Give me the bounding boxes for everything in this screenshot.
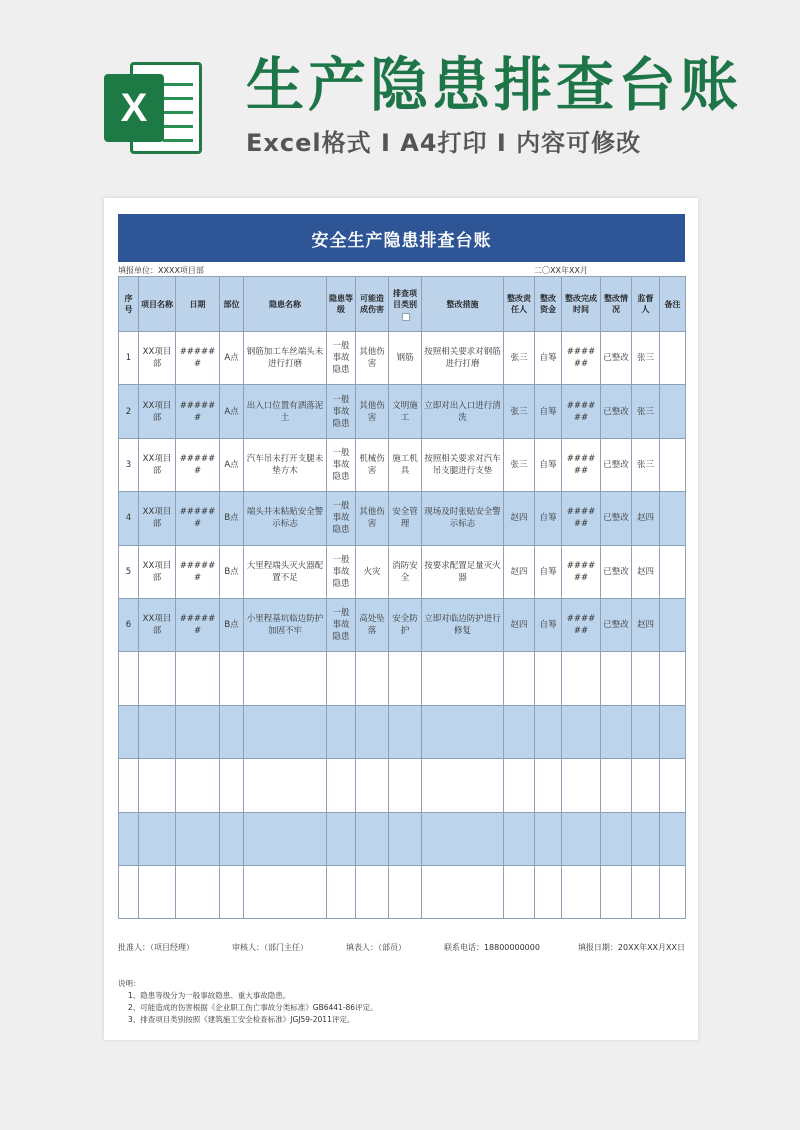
cell-col-project: XX项目部	[139, 438, 176, 491]
cell-col-seq	[119, 865, 139, 918]
cell-col-harm	[356, 812, 389, 865]
cell-col-status: 已整改	[601, 332, 632, 385]
cell-col-fund: 自筹	[535, 598, 562, 651]
cell-col-hazard	[244, 812, 327, 865]
cell-col-location	[220, 705, 244, 758]
document-sheet	[104, 198, 698, 1040]
sheet-banner-title: 安全生产隐患排查台账	[118, 214, 685, 262]
cell-col-level: 一般事故隐患	[327, 492, 356, 545]
cell-col-harm	[356, 865, 389, 918]
table-row	[119, 598, 686, 651]
cell-col-remark	[660, 652, 686, 705]
cell-col-status	[601, 652, 632, 705]
cell-col-owner: 张三	[504, 332, 535, 385]
cell-col-owner	[504, 759, 535, 812]
cell-col-status: 已整改	[601, 385, 632, 438]
header-col-location: 部位	[220, 277, 244, 332]
cell-col-hazard	[244, 865, 327, 918]
cell-col-level	[327, 759, 356, 812]
cell-col-supervisor: 赵四	[632, 545, 660, 598]
cell-col-fund	[535, 652, 562, 705]
cell-col-status	[601, 705, 632, 758]
cell-col-harm: 其他伤害	[356, 332, 389, 385]
reporting-unit: 填报单位：XXXX项目部	[118, 266, 204, 275]
cell-col-date	[176, 705, 220, 758]
cell-col-level	[327, 652, 356, 705]
cell-col-hazard: 钢筋加工车丝端头未进行打磨	[244, 332, 327, 385]
cell-col-status: 已整改	[601, 492, 632, 545]
cell-col-category: 文明施工	[389, 385, 422, 438]
cell-col-project	[139, 652, 176, 705]
excel-logo-icon	[104, 58, 204, 158]
cell-col-level: 一般事故隐患	[327, 438, 356, 491]
cell-col-supervisor	[632, 759, 660, 812]
cell-col-date	[176, 652, 220, 705]
cell-col-harm	[356, 759, 389, 812]
header-col-status: 整改情况	[601, 277, 632, 332]
header-col-supervisor: 监督人	[632, 277, 660, 332]
cell-col-remark	[660, 492, 686, 545]
cell-col-measure: 立即对出入口进行清洗	[422, 385, 504, 438]
cell-col-harm	[356, 705, 389, 758]
cell-col-fund	[535, 705, 562, 758]
cell-col-supervisor	[632, 812, 660, 865]
cell-col-category	[389, 759, 422, 812]
header-col-hazard: 隐患名称	[244, 277, 327, 332]
cell-col-owner	[504, 865, 535, 918]
cell-col-date: ######	[176, 598, 220, 651]
cell-col-seq	[119, 652, 139, 705]
cell-col-done-time: ######	[562, 545, 601, 598]
cell-col-fund: 自筹	[535, 385, 562, 438]
cell-col-seq: 6	[119, 598, 139, 651]
cell-col-remark	[660, 865, 686, 918]
cell-col-seq: 5	[119, 545, 139, 598]
filler-label: 填表人：（部员）	[345, 943, 406, 952]
cell-col-seq	[119, 812, 139, 865]
cell-col-category: 消防安全	[389, 545, 422, 598]
header-col-category: 排查项目类别	[389, 277, 422, 332]
cell-col-category	[389, 705, 422, 758]
cell-col-date	[176, 865, 220, 918]
cell-col-location: A点	[220, 438, 244, 491]
cell-col-location: B点	[220, 492, 244, 545]
cell-col-supervisor: 张三	[632, 332, 660, 385]
note-item: 2、可能造成的伤害根据《企业职工伤亡事故分类标准》GB6441-86评定。	[128, 1003, 378, 1012]
cell-col-owner: 张三	[504, 385, 535, 438]
cell-col-fund: 自筹	[535, 492, 562, 545]
cell-col-done-time: ######	[562, 438, 601, 491]
cell-col-date	[176, 759, 220, 812]
note-item: 1、隐患等级分为一般事故隐患、重大事故隐患。	[128, 991, 291, 1000]
cell-col-project	[139, 865, 176, 918]
cell-col-category: 安全防护	[389, 598, 422, 651]
cell-col-location: A点	[220, 332, 244, 385]
cell-col-location	[220, 759, 244, 812]
cell-col-harm: 其他伤害	[356, 385, 389, 438]
cell-col-supervisor: 赵四	[632, 492, 660, 545]
cell-col-owner: 张三	[504, 438, 535, 491]
cell-col-location	[220, 652, 244, 705]
cell-col-done-time	[562, 865, 601, 918]
cell-col-owner	[504, 652, 535, 705]
empty-table-row	[119, 759, 686, 812]
cell-col-owner: 赵四	[504, 598, 535, 651]
header-col-measure: 整改措施	[422, 277, 504, 332]
cell-col-project	[139, 705, 176, 758]
cell-col-measure	[422, 812, 504, 865]
cell-col-harm: 其他伤害	[356, 492, 389, 545]
cell-col-supervisor	[632, 865, 660, 918]
cell-col-date: ######	[176, 438, 220, 491]
cell-col-harm: 机械伤害	[356, 438, 389, 491]
cell-col-owner: 赵四	[504, 492, 535, 545]
cell-col-project: XX项目部	[139, 545, 176, 598]
cell-col-location: B点	[220, 598, 244, 651]
cell-col-done-time: ######	[562, 385, 601, 438]
approver-label: 批准人：（项目经理）	[118, 943, 194, 952]
cell-col-level: 一般事故隐患	[327, 545, 356, 598]
cell-col-level: 一般事故隐患	[327, 332, 356, 385]
cell-col-hazard: 小里程基坑临边防护加固不牢	[244, 598, 327, 651]
logo-letter: X	[104, 74, 164, 142]
hazard-ledger-table	[118, 276, 686, 919]
note-item: 3、排查项目类别按照《建筑施工安全检查标准》JGJ59-2011评定。	[128, 1015, 355, 1024]
cell-col-category: 钢筋	[389, 332, 422, 385]
cell-col-seq	[119, 705, 139, 758]
cell-col-level: 一般事故隐患	[327, 385, 356, 438]
cell-col-status	[601, 812, 632, 865]
cell-col-measure: 按照相关要求对汽车吊支腿进行支垫	[422, 438, 504, 491]
phone-label: 联系电话：18800000000	[443, 943, 540, 952]
cell-col-measure: 按照相关要求对钢筋进行打磨	[422, 332, 504, 385]
cell-col-project: XX项目部	[139, 598, 176, 651]
report-date: 二〇XX年XX月	[534, 266, 588, 275]
cell-col-harm: 火灾	[356, 545, 389, 598]
cell-col-done-time: ######	[562, 332, 601, 385]
cell-col-harm	[356, 652, 389, 705]
cell-col-measure	[422, 865, 504, 918]
header-col-fund: 整改资金	[535, 277, 562, 332]
cell-col-fund	[535, 812, 562, 865]
cell-col-hazard	[244, 652, 327, 705]
table-header-row	[119, 277, 686, 332]
cell-col-done-time: ######	[562, 492, 601, 545]
cell-col-fund: 自筹	[535, 545, 562, 598]
reviewer-label: 审核人：（部门主任）	[231, 943, 308, 952]
cell-col-status: 已整改	[601, 438, 632, 491]
cell-col-status	[601, 759, 632, 812]
cell-col-level	[327, 705, 356, 758]
empty-table-row	[119, 812, 686, 865]
header-col-level: 隐患等级	[327, 277, 356, 332]
cell-col-remark	[660, 759, 686, 812]
cell-col-done-time	[562, 812, 601, 865]
signature-row	[118, 942, 685, 953]
page-subtitle: Excel格式 I A4打印 I 内容可修改	[246, 129, 642, 157]
table-row	[119, 545, 686, 598]
cell-col-measure: 按要求配置足量灭火器	[422, 545, 504, 598]
header-col-date: 日期	[176, 277, 220, 332]
header-col-harm: 可能造成伤害	[356, 277, 389, 332]
cell-col-hazard: 端头井未粘贴安全警示标志	[244, 492, 327, 545]
cell-col-location: A点	[220, 385, 244, 438]
cell-col-supervisor	[632, 652, 660, 705]
cell-col-supervisor: 张三	[632, 385, 660, 438]
cell-col-done-time	[562, 759, 601, 812]
cell-col-location	[220, 812, 244, 865]
cell-col-hazard: 大里程端头灭火器配置不足	[244, 545, 327, 598]
cell-col-seq: 1	[119, 332, 139, 385]
cell-col-date: ######	[176, 332, 220, 385]
notes-section	[118, 978, 685, 1026]
cell-col-date: ######	[176, 492, 220, 545]
cell-col-done-time	[562, 705, 601, 758]
cell-col-level	[327, 865, 356, 918]
cell-col-remark	[660, 332, 686, 385]
cell-col-seq: 2	[119, 385, 139, 438]
cell-col-supervisor: 赵四	[632, 598, 660, 651]
cell-col-project: XX项目部	[139, 385, 176, 438]
cell-col-date	[176, 812, 220, 865]
empty-table-row	[119, 652, 686, 705]
header-col-owner: 整改责任人	[504, 277, 535, 332]
cell-col-hazard: 汽车吊未打开支腿未垫方木	[244, 438, 327, 491]
cell-col-owner	[504, 705, 535, 758]
cell-col-remark	[660, 705, 686, 758]
cell-col-fund	[535, 759, 562, 812]
cell-col-status: 已整改	[601, 545, 632, 598]
cell-col-level	[327, 812, 356, 865]
cell-col-harm: 高处坠落	[356, 598, 389, 651]
cell-col-category	[389, 812, 422, 865]
table-row	[119, 492, 686, 545]
notes-heading: 说明：	[118, 979, 141, 988]
cell-col-fund: 自筹	[535, 438, 562, 491]
header-col-seq: 序号	[119, 277, 139, 332]
cell-col-date: ######	[176, 545, 220, 598]
table-row	[119, 385, 686, 438]
cell-col-measure: 立即对临边防护进行修复	[422, 598, 504, 651]
header-col-project: 项目名称	[139, 277, 176, 332]
cell-col-project: XX项目部	[139, 332, 176, 385]
table-row	[119, 332, 686, 385]
cell-col-owner	[504, 812, 535, 865]
cell-col-remark	[660, 598, 686, 651]
cell-col-status: 已整改	[601, 598, 632, 651]
cell-col-seq: 4	[119, 492, 139, 545]
cell-col-owner: 赵四	[504, 545, 535, 598]
cell-col-category: 安全管理	[389, 492, 422, 545]
cell-col-hazard: 出入口位置有洒落泥土	[244, 385, 327, 438]
cell-col-hazard	[244, 759, 327, 812]
cell-col-level: 一般事故隐患	[327, 598, 356, 651]
cell-col-status	[601, 865, 632, 918]
header-col-remark: 备注	[660, 277, 686, 332]
cell-col-fund: 自筹	[535, 332, 562, 385]
cell-col-hazard	[244, 705, 327, 758]
cell-col-measure	[422, 652, 504, 705]
empty-table-row	[119, 705, 686, 758]
cell-col-supervisor	[632, 705, 660, 758]
cell-col-category	[389, 652, 422, 705]
table-row	[119, 438, 686, 491]
header-col-done-time: 整改完成时间	[562, 277, 601, 332]
cell-col-measure: 现场及时张贴安全警示标志	[422, 492, 504, 545]
cell-col-fund	[535, 865, 562, 918]
cell-col-seq: 3	[119, 438, 139, 491]
cell-col-remark	[660, 812, 686, 865]
filter-dropdown-icon[interactable]	[402, 313, 410, 321]
cell-col-project	[139, 759, 176, 812]
cell-col-remark	[660, 438, 686, 491]
cell-col-done-time: ######	[562, 598, 601, 651]
cell-col-location: B点	[220, 545, 244, 598]
cell-col-project	[139, 812, 176, 865]
cell-col-done-time	[562, 652, 601, 705]
page-title: 生产隐患排查台账	[246, 51, 743, 119]
cell-col-project: XX项目部	[139, 492, 176, 545]
cell-col-date: ######	[176, 385, 220, 438]
fill-date-label: 填报日期：20XX年XX月XX日	[577, 943, 685, 952]
cell-col-remark	[660, 385, 686, 438]
cell-col-seq	[119, 759, 139, 812]
cell-col-location	[220, 865, 244, 918]
cell-col-category: 施工机具	[389, 438, 422, 491]
empty-table-row	[119, 865, 686, 918]
cell-col-category	[389, 865, 422, 918]
cell-col-remark	[660, 545, 686, 598]
cell-col-supervisor: 张三	[632, 438, 660, 491]
cell-col-measure	[422, 705, 504, 758]
cell-col-measure	[422, 759, 504, 812]
